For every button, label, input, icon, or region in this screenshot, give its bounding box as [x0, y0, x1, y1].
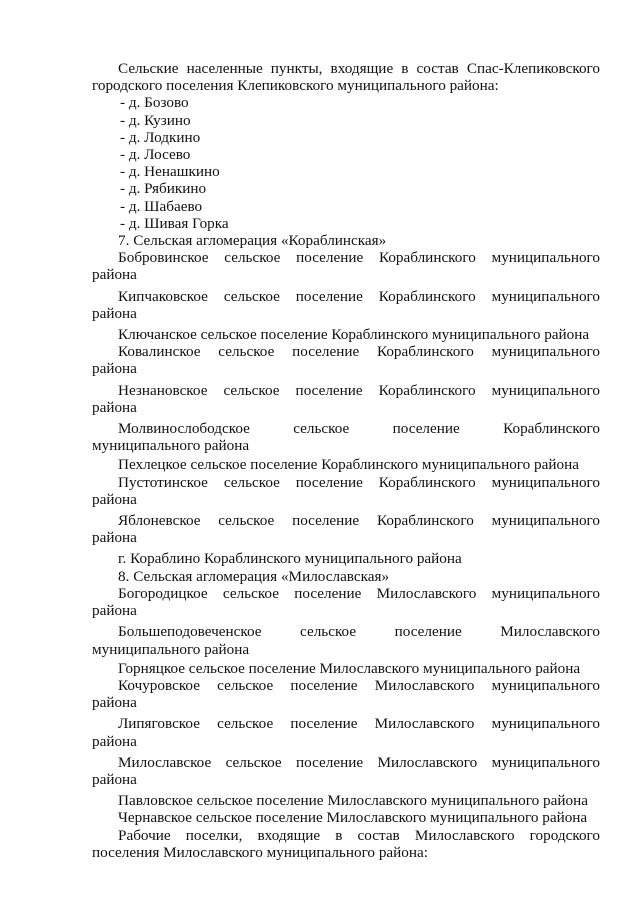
- text-line: Незнановское сельское поселение Кораблинского муниципального: [118, 381, 600, 399]
- list-item: - д. Шивая Горка: [120, 214, 229, 232]
- text-line: Кипчаковское сельское поселение Кораблинского муниципального: [118, 287, 600, 305]
- list-item: - д. Лодкино: [120, 128, 201, 146]
- list-item: - д. Кузино: [120, 111, 191, 129]
- text-line: района: [92, 490, 137, 508]
- text-line: района: [92, 529, 137, 547]
- text-line: Кочуровское сельское поселение Милославского муниципального: [118, 676, 600, 694]
- list-item: - д. Бозово: [120, 94, 189, 112]
- section-heading: 8. Сельская агломерация «Милославская»: [118, 567, 390, 585]
- list-item: - д. Лосево: [120, 146, 191, 164]
- text-line: района: [92, 304, 137, 322]
- text-line: Пустотинское сельское поселение Кораблинского муниципального: [118, 473, 600, 491]
- text-line: муниципального района: [92, 640, 250, 658]
- text-line: городского поселения Клепиковского муниципального района:: [92, 77, 499, 95]
- text-line: Павловское сельское поселение Милославского муниципального района: [118, 792, 588, 810]
- text-line: района: [92, 266, 137, 284]
- text-line: района: [92, 694, 137, 712]
- list-item: - д. Ненашкино: [120, 163, 220, 181]
- section-heading: 7. Сельская агломерация «Кораблинская»: [118, 232, 387, 250]
- text-line: района: [92, 770, 137, 788]
- list-item: - д. Шабаево: [120, 197, 203, 215]
- text-line: г. Кораблино Кораблинского муниципального района: [118, 550, 462, 568]
- text-line: Пехлецкое сельское поселение Кораблинского муниципального района: [118, 456, 579, 474]
- text-line: района: [92, 732, 137, 750]
- text-line: поселения Милославского муниципального района:: [92, 843, 428, 861]
- text-line: района: [92, 602, 137, 620]
- list-item: - д. Рябикино: [120, 180, 207, 198]
- text-line: Молвинослободское сельское поселение Кораблинского: [118, 420, 600, 438]
- text-line: Яблоневское сельское поселение Кораблинского муниципального: [118, 512, 600, 530]
- text-line: Чернавское сельское поселение Милославского муниципального района: [118, 809, 588, 827]
- text-line: Бобровинское сельское поселение Кораблинского муниципального: [118, 249, 600, 267]
- text-line: Рабочие поселки, входящие в состав Милославского городского: [118, 826, 600, 844]
- text-line: Большеподовеченское сельское поселение Милославского: [118, 623, 600, 641]
- text-line: района: [92, 398, 137, 416]
- document-body: [92, 60, 600, 861]
- text-line: Горняцкое сельское поселение Милославского муниципального района: [118, 659, 581, 677]
- text-line: Милославское сельское поселение Милославского муниципального: [118, 753, 600, 771]
- text-line: Ключанское сельское поселение Кораблинского муниципального района: [118, 326, 590, 344]
- text-line: Ковалинское сельское поселение Кораблинского муниципального: [118, 343, 600, 361]
- text-line: Сельские населенные пункты, входящие в состав Спас-Клепиковского: [118, 60, 600, 77]
- text-line: района: [92, 360, 137, 378]
- text-line: муниципального района: [92, 437, 250, 455]
- text-line: Липяговское сельское поселение Милославского муниципального: [118, 715, 600, 733]
- text-line: Богородицкое сельское поселение Милославского муниципального: [118, 584, 600, 602]
